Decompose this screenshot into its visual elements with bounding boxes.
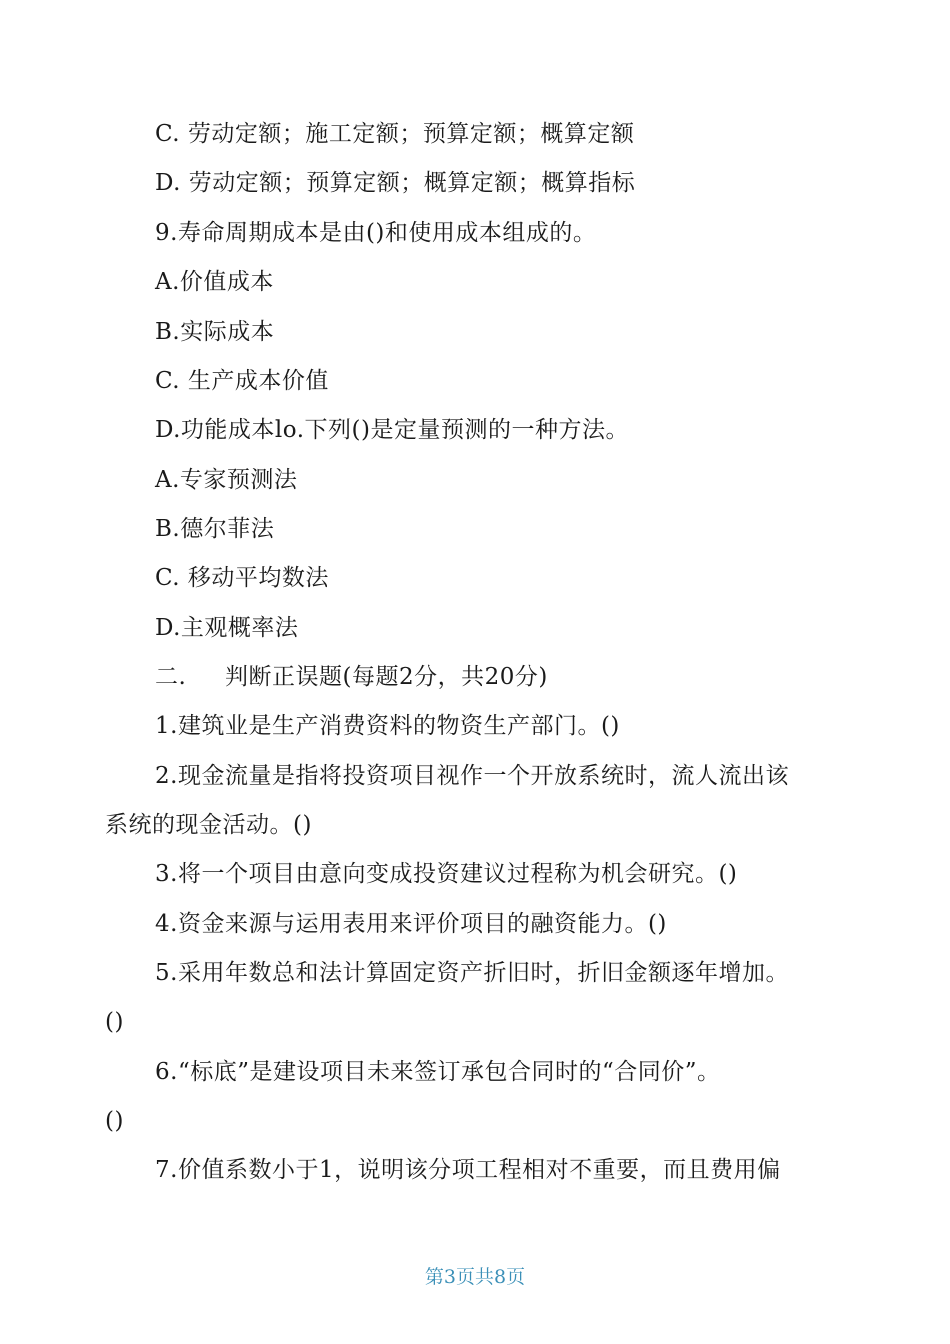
page-footer: 第3页共8页	[424, 1266, 526, 1288]
option-b-q10: B.德尔菲法	[155, 516, 275, 542]
tf-item-5: 5.采用年数总和法计算固定资产折旧时，折旧金额逐年增加。	[155, 960, 789, 986]
option-d-q9-and-question-10: D.功能成本lo.下列()是定量预测的一种方法。	[155, 417, 629, 443]
tf-item-5-answer-blank: ()	[105, 1009, 124, 1035]
tf-item-1: 1.建筑业是生产消费资料的物资生产部门。()	[155, 713, 620, 739]
option-a-q9: A.价值成本	[155, 269, 274, 295]
tf-item-6-answer-blank: ()	[105, 1108, 124, 1134]
option-a-q10: A.专家预测法	[155, 467, 298, 493]
tf-item-2: 2.现金流量是指将投资项目视作一个开放系统时，流人流出该	[155, 763, 789, 789]
option-c-q10: C. 移动平均数法	[155, 565, 329, 591]
option-c-quota-1: C. 劳动定额；施工定额；预算定额；概算定额	[155, 121, 635, 147]
question-9: 9.寿命周期成本是由()和使用成本组成的。	[155, 220, 597, 246]
option-d-q10: D.主观概率法	[155, 615, 299, 641]
tf-item-3: 3.将一个项目由意向变成投资建议过程称为机会研究。()	[155, 861, 738, 887]
option-d-quota-1: D. 劳动定额；预算定额；概算定额；概算指标	[155, 170, 636, 196]
tf-item-2-continued: 系统的现金活动。()	[105, 812, 312, 838]
tf-item-6: 6.“标底”是建设项目未来签订承包合同时的“合同价”。	[155, 1059, 721, 1085]
tf-item-7: 7.价值系数小于1，说明该分项工程相对不重要，而且费用偏	[155, 1157, 781, 1183]
section-number: 二.	[155, 664, 187, 690]
section-title: 判断正误题(每题2分，共20分)	[225, 664, 548, 690]
option-c-q9: C. 生产成本价值	[155, 368, 329, 394]
option-b-q9: B.实际成本	[155, 319, 275, 345]
tf-item-4: 4.资金来源与运用表用来评价项目的融资能力。()	[155, 911, 667, 937]
